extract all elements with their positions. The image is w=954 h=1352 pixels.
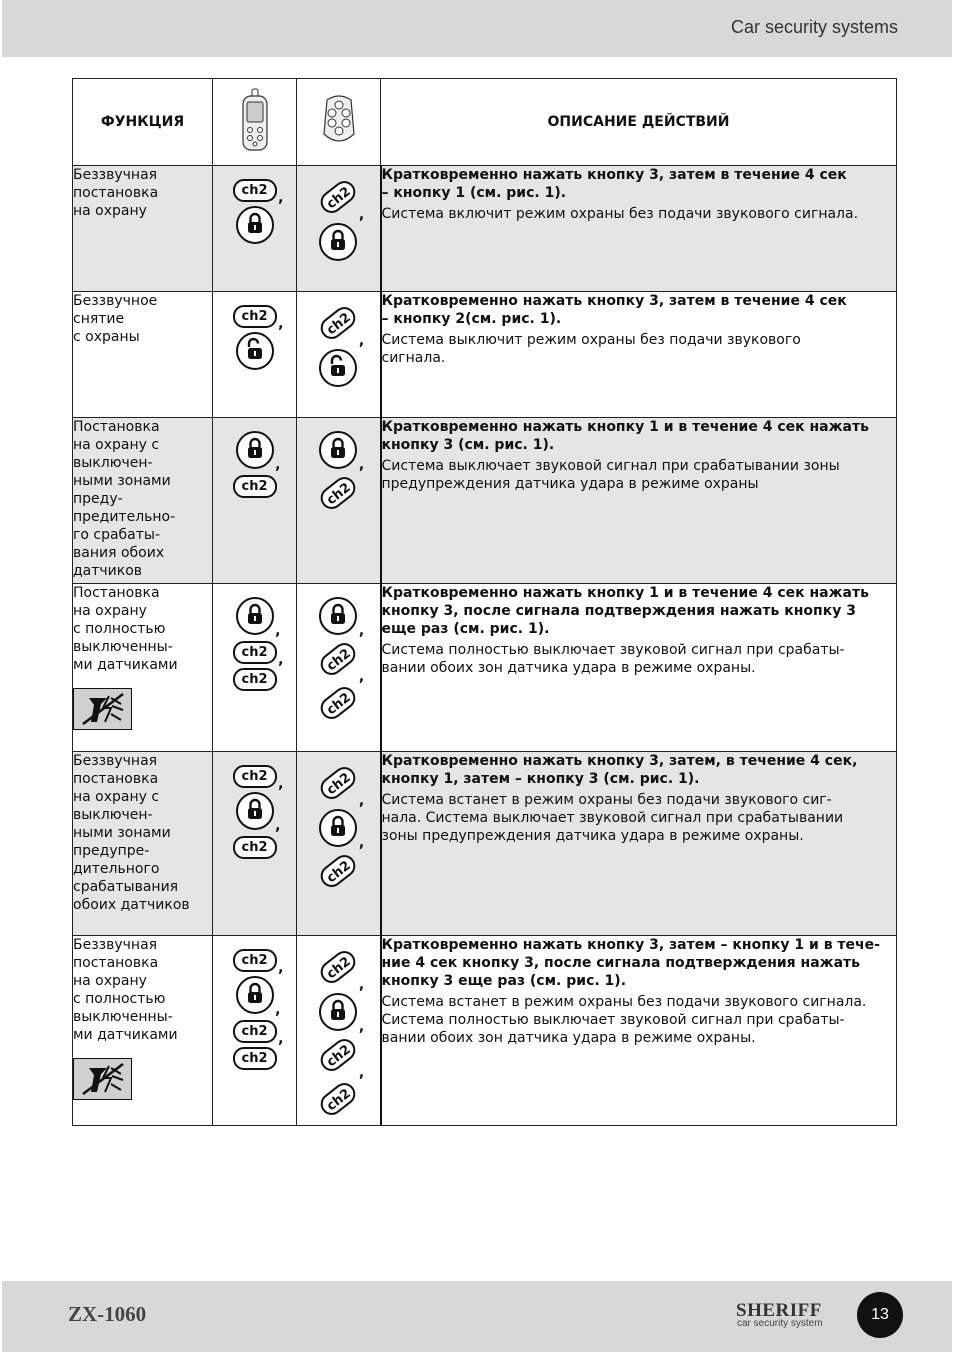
table-row [73, 936, 897, 1126]
lock-icon: , [319, 809, 357, 847]
ch2-button-icon [319, 685, 357, 725]
table-row [73, 292, 897, 418]
description-text: Система встанет в режим охраны без подачи звукового сигнала. Система полностью выключает звуковой сигнал при срабаты- вании обоих зон датчика удара в режиме охраны. [381, 994, 867, 1046]
description-cell [381, 166, 897, 292]
ch2-button-icon: ch2 , [319, 1037, 357, 1077]
function-cell: Постановка на охрану с полностью выключенны- ми датчиками [73, 584, 213, 752]
function-cell: Беззвучная постановка на охрану [73, 166, 213, 292]
description-cell [381, 418, 897, 584]
small-remote-buttons [297, 166, 381, 292]
description-bold: Кратковременно нажать кнопку 1 и в течение 4 сек нажать кнопку 3 (см. рис. 1). [381, 419, 869, 453]
svg-text:ch2: ch2 [324, 480, 355, 509]
ch2-button-icon [233, 668, 277, 691]
page-footer [2, 1281, 952, 1352]
svg-text:ch2: ch2 [324, 184, 355, 213]
ch2-label: ch2 [233, 179, 277, 202]
lcd-remote-buttons [213, 418, 297, 584]
lcd-remote-buttons [213, 166, 297, 292]
ch2-label: ch2 [233, 475, 277, 498]
ch2-label: ch2 [233, 765, 277, 788]
ch2-button-icon [319, 853, 357, 893]
svg-text:ch2: ch2 [324, 1042, 355, 1071]
svg-text:ch2: ch2 [324, 1086, 355, 1115]
svg-text:ch2: ch2 [324, 646, 355, 675]
unlock-icon [236, 332, 274, 370]
small-remote-buttons [297, 752, 381, 936]
description-text: Система встанет в режим охраны без подачи звукового сиг- нала. Система выключает звуковой сигнал при срабатывании зоны предупреждения датчика удара в режиме охраны. [381, 792, 844, 844]
function-cell: Беззвучная постановка на охрану с полностью выключенны- ми датчиками [73, 936, 213, 1126]
lcd-remote-icon [240, 88, 270, 152]
ch2-label: ch2 [233, 305, 277, 328]
lock-icon: , [319, 597, 357, 635]
svg-text:ch2: ch2 [324, 690, 355, 719]
description-cell [381, 936, 897, 1126]
lock-icon: , [236, 976, 274, 1014]
table-row [73, 418, 897, 584]
ch2-button-icon [319, 1081, 357, 1121]
table-row [73, 584, 897, 752]
unlock-icon [319, 349, 357, 387]
functions-table [72, 78, 897, 1126]
ch2-button-icon: ch2 , [233, 641, 277, 664]
lcd-remote-buttons [213, 292, 297, 418]
description-text: Система выключит режим охраны без подачи звукового сигнала. [381, 332, 801, 366]
ch2-label: ch2 [233, 1047, 277, 1070]
lcd-remote-buttons [213, 752, 297, 936]
lock-icon: , [236, 431, 274, 469]
table-row [73, 166, 897, 292]
lock-icon: , [236, 597, 274, 635]
brand-logo: SHERIFF [736, 1300, 822, 1321]
lock-icon: , [319, 993, 357, 1031]
lcd-remote-buttons [213, 584, 297, 752]
ch2-button-icon: ch2 , [319, 305, 357, 345]
shock-sensor-off-icon [73, 688, 132, 730]
header-title: Car security systems [730, 17, 898, 37]
shock-sensor-off-icon [73, 1058, 132, 1100]
ch2-button-icon: ch2 , [319, 949, 357, 989]
function-cell: Беззвучная постановка на охрану с выключен- ными зонами предупре- дительного срабатывания обоих датчиков [73, 752, 213, 936]
header-remote-lcd [213, 79, 297, 166]
function-cell: Постановка на охрану с выключен- ными зонами преду- предительно- го срабаты- вания обоих датчиков [73, 418, 213, 584]
description-cell [381, 584, 897, 752]
header-description: ОПИСАНИЕ ДЕЙСТВИЙ [381, 79, 897, 166]
ch2-button-icon: ch2 , [233, 1020, 277, 1043]
ch2-button-icon: ch2 , [233, 305, 277, 328]
model-name: ZX-1060 [68, 1302, 147, 1326]
description-text: Система полностью выключает звуковой сигнал при срабаты- вании обоих зон датчика удара в режиме охраны. [381, 642, 845, 676]
ch2-label: ch2 [233, 641, 277, 664]
page-number: 13 [857, 1292, 903, 1338]
svg-text:ch2: ch2 [324, 954, 355, 983]
small-remote-icon [321, 94, 357, 146]
small-remote-buttons [297, 418, 381, 584]
svg-text:ch2: ch2 [324, 858, 355, 887]
lock-icon [236, 206, 274, 244]
ch2-button-icon [319, 475, 357, 515]
svg-text:ch2: ch2 [324, 310, 355, 339]
small-remote-buttons [297, 936, 381, 1126]
description-cell [381, 292, 897, 418]
description-text: Система включит режим охраны без подачи звукового сигнала. [381, 206, 859, 222]
table-header-row [73, 79, 897, 166]
page-header [2, 0, 952, 57]
small-remote-buttons [297, 292, 381, 418]
ch2-button-icon: ch2 , [319, 179, 357, 219]
description-cell [381, 752, 897, 936]
lock-icon: , [319, 431, 357, 469]
ch2-button-icon [233, 1047, 277, 1070]
ch2-button-icon [233, 836, 277, 859]
ch2-button-icon: ch2 , [319, 641, 357, 681]
header-function: ФУНКЦИЯ [73, 79, 213, 166]
ch2-label: ch2 [233, 668, 277, 691]
description-bold: Кратковременно нажать кнопку 3, затем в течение 4 сек – кнопку 2(см. рис. 1). [381, 293, 847, 327]
svg-text:ch2: ch2 [324, 770, 355, 799]
ch2-label: ch2 [233, 836, 277, 859]
lock-icon: , [236, 792, 274, 830]
ch2-label: ch2 [233, 1020, 277, 1043]
description-bold: Кратковременно нажать кнопку 3, затем – кнопку 1 и в тече- ние 4 сек кнопку 3, после сигнала подтверждения нажать кнопку 3 еще раз (см. рис. 1). [381, 937, 880, 989]
description-bold: Кратковременно нажать кнопку 3, затем, в течение 4 сек, кнопку 1, затем – кнопку 3 (см. рис. 1). [381, 753, 858, 787]
description-bold: Кратковременно нажать кнопку 3, затем в течение 4 сек – кнопку 1 (см. рис. 1). [381, 167, 847, 201]
lock-icon [319, 223, 357, 261]
small-remote-buttons [297, 584, 381, 752]
ch2-button-icon: ch2 , [319, 765, 357, 805]
table-row [73, 752, 897, 936]
ch2-button-icon [233, 475, 277, 498]
function-cell: Беззвучное снятие с охраны [73, 292, 213, 418]
ch2-label: ch2 [233, 949, 277, 972]
ch2-button-icon: ch2 , [233, 179, 277, 202]
brand-tagline: car security system [737, 1318, 823, 1329]
header-remote-small [297, 79, 381, 166]
description-bold: Кратковременно нажать кнопку 1 и в течение 4 сек нажать кнопку 3, после сигнала подтверждения нажать кнопку 3 еще раз (см. рис. 1). [381, 585, 869, 637]
ch2-button-icon: ch2 , [233, 949, 277, 972]
lcd-remote-buttons [213, 936, 297, 1126]
ch2-button-icon: ch2 , [233, 765, 277, 788]
description-text: Система выключает звуковой сигнал при срабатывании зоны предупреждения датчика удара в режиме охраны [381, 458, 840, 492]
